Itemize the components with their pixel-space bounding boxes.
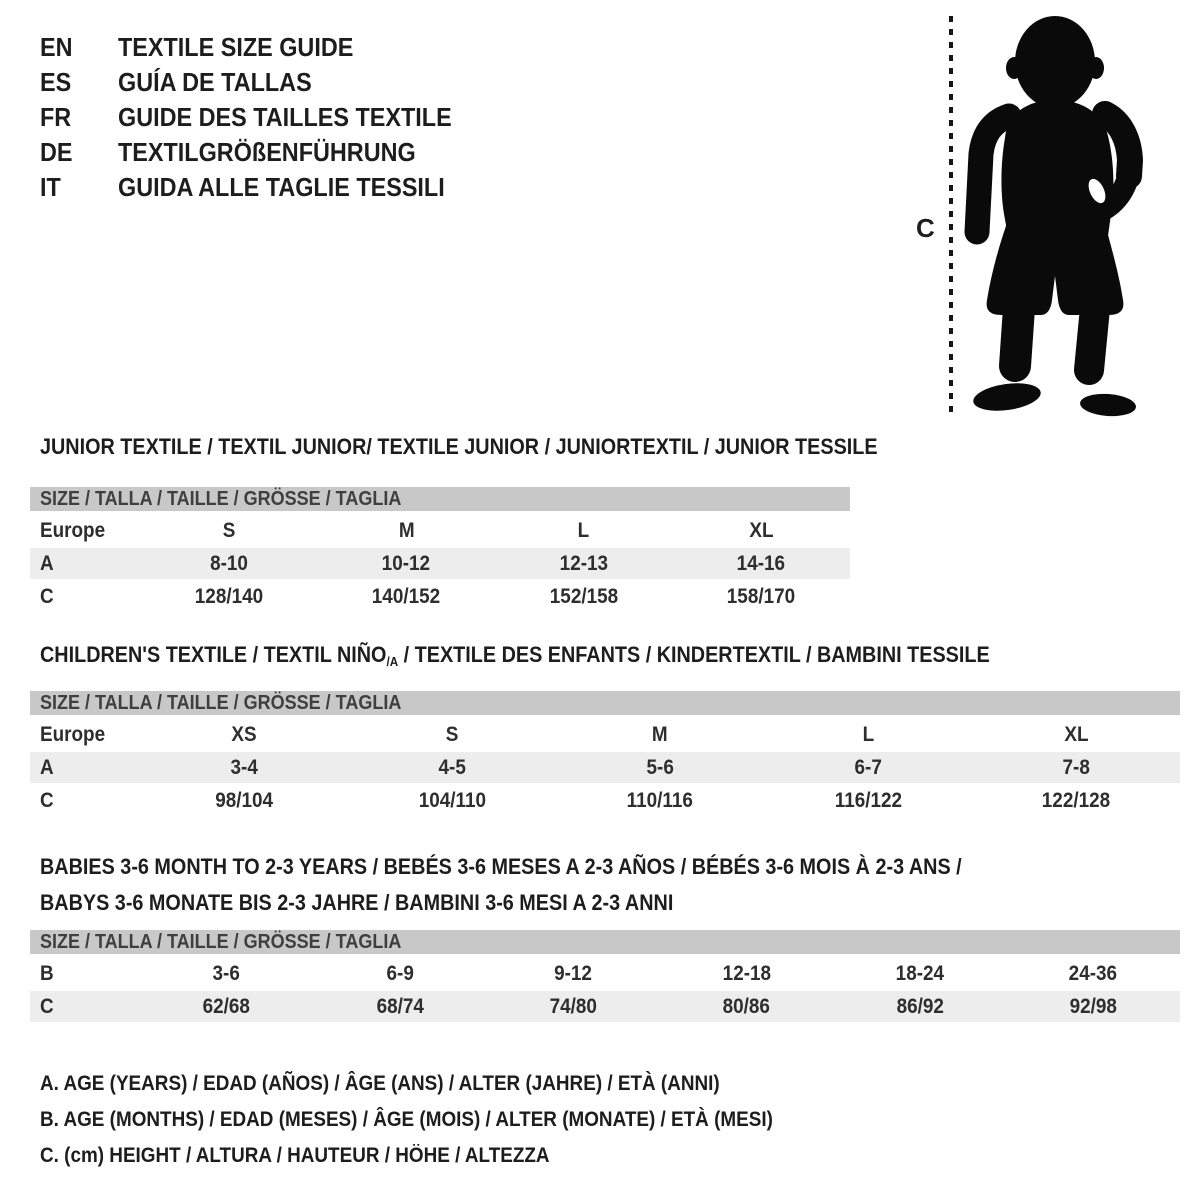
toddler-figure-shape	[972, 16, 1137, 418]
cell-text: L	[577, 518, 590, 542]
language-title	[118, 172, 481, 203]
babies-heading-line1-text: BABIES 3-6 MONTH TO 2-3 YEARS / BEBÉS 3-6 MESES A 2-3 AÑOS / BÉBÉS 3-6 MOIS À 2-3 ANS /	[40, 854, 962, 879]
table-cell	[764, 789, 972, 813]
language-code	[40, 67, 118, 98]
cell-text: 104/110	[418, 788, 486, 812]
cell-text: 18-24	[895, 961, 945, 985]
language-code	[40, 102, 118, 133]
table-row-age	[30, 548, 850, 579]
size-header-bar	[30, 930, 1180, 954]
junior-section-heading	[40, 434, 971, 460]
babies-heading-line2	[40, 885, 1064, 921]
cell-text: 98/104	[215, 788, 273, 812]
cell-text: 8-10	[209, 551, 248, 575]
language-row	[40, 65, 489, 100]
cell-text: 12-13	[559, 551, 608, 575]
language-row	[40, 135, 489, 170]
language-code-text: DE	[40, 137, 73, 167]
language-title-text: TEXTILGRÖßENFÜHRUNG	[118, 137, 416, 167]
cell-text: 92/98	[1069, 994, 1117, 1018]
language-code	[40, 32, 118, 63]
language-row	[40, 170, 489, 205]
cell-text: 122/128	[1041, 788, 1111, 812]
row-label-text: C	[40, 788, 54, 812]
language-row	[40, 100, 489, 135]
cell-text: M	[398, 518, 415, 542]
row-label	[30, 962, 140, 986]
table-cell	[972, 723, 1180, 747]
row-label	[30, 519, 140, 543]
cell-text: 158/170	[727, 584, 796, 608]
footnote-line-b	[40, 1102, 854, 1138]
table-row-months	[30, 956, 1180, 991]
table-cell	[348, 723, 556, 747]
table-cell	[673, 585, 851, 609]
children-heading-pre: CHILDREN'S TEXTILE / TEXTIL NIÑO	[40, 642, 387, 667]
table-cell	[140, 552, 318, 576]
table-cell	[764, 723, 972, 747]
table-cell	[660, 995, 833, 1019]
cell-text: 6-7	[854, 755, 882, 779]
language-title	[118, 32, 379, 63]
footnote-text: B. AGE (MONTHS) / EDAD (MESES) / ÂGE (MOIS) / ALTER (MONATE) / ETÀ (MESI)	[40, 1108, 773, 1131]
table-cell	[1007, 995, 1180, 1019]
cell-text: 4-5	[438, 755, 466, 779]
cell-text: 10-12	[382, 551, 431, 575]
row-label-text: Europe	[40, 518, 106, 542]
table-cell	[833, 995, 1006, 1019]
cell-text: 24-36	[1069, 961, 1118, 985]
language-title	[118, 137, 449, 168]
row-label	[30, 789, 140, 813]
row-label	[30, 585, 140, 609]
cell-text: 140/152	[372, 584, 441, 608]
size-header-bar	[30, 691, 1180, 715]
table-cell	[140, 995, 313, 1019]
table-cell	[318, 519, 496, 543]
table-row-europe	[30, 513, 850, 548]
cell-text: 14-16	[737, 551, 786, 575]
language-block	[40, 30, 489, 205]
children-heading-post: / TEXTILE DES ENFANTS / KINDERTEXTIL / BAMBINI TESSILE	[398, 642, 990, 667]
cell-text: 86/92	[896, 994, 944, 1018]
cell-text: 80/86	[722, 994, 771, 1018]
table-cell	[972, 789, 1180, 813]
junior-heading-text: JUNIOR TEXTILE / TEXTIL JUNIOR/ TEXTILE JUNIOR / JUNIORTEXTIL / JUNIOR TESSILE	[40, 434, 878, 459]
language-title-text: GUIDE DES TAILLES TEXTILE	[118, 102, 452, 132]
cell-text: 12-18	[722, 961, 771, 985]
size-header-text: SIZE / TALLA / TAILLE / GRÖSSE / TAGLIA	[40, 930, 402, 953]
language-code-text: IT	[40, 172, 61, 202]
cell-text: 116/122	[834, 788, 902, 812]
row-label	[30, 723, 140, 747]
table-cell	[348, 789, 556, 813]
table-cell	[318, 552, 496, 576]
language-title-text: TEXTILE SIZE GUIDE	[118, 32, 354, 62]
table-cell	[140, 723, 348, 747]
cell-text: L	[862, 722, 874, 746]
table-cell	[318, 585, 496, 609]
language-title	[118, 102, 489, 133]
children-heading-text	[40, 642, 990, 671]
table-cell	[556, 789, 764, 813]
table-cell	[556, 723, 764, 747]
table-cell	[833, 962, 1006, 986]
row-label	[30, 756, 140, 780]
table-cell	[487, 995, 660, 1019]
language-title-text: GUÍA DE TALLAS	[118, 67, 312, 97]
children-heading-sub: /A	[386, 654, 399, 669]
table-cell	[140, 585, 318, 609]
language-code-text: EN	[40, 32, 73, 62]
cell-text: 128/140	[194, 584, 263, 608]
language-code	[40, 137, 118, 168]
row-label	[30, 995, 140, 1019]
table-cell	[140, 962, 313, 986]
cell-text: M	[652, 722, 668, 746]
cell-text: 9-12	[554, 961, 593, 985]
cell-text: XS	[231, 722, 257, 746]
cell-text: 68/74	[376, 994, 424, 1018]
table-cell	[764, 756, 972, 780]
cell-text: 3-6	[213, 961, 241, 985]
babies-heading-line1	[40, 849, 1064, 885]
cell-text: S	[222, 518, 236, 542]
table-row-height	[30, 783, 1180, 818]
row-label-text: B	[40, 961, 54, 985]
row-label-text: Europe	[40, 722, 106, 746]
cell-text: XL	[1063, 722, 1089, 746]
table-cell	[1007, 962, 1180, 986]
cell-text: 110/116	[626, 788, 694, 812]
table-cell	[673, 519, 851, 543]
table-cell	[495, 519, 673, 543]
language-title	[118, 67, 333, 98]
table-cell	[140, 756, 348, 780]
toddler-silhouette-figure	[945, 8, 1145, 418]
cell-text: 62/68	[203, 994, 251, 1018]
children-section-heading	[40, 642, 1095, 671]
language-code-text: FR	[40, 102, 72, 132]
size-header-text: SIZE / TALLA / TAILLE / GRÖSSE / TAGLIA	[40, 487, 402, 510]
row-label	[30, 552, 140, 576]
footnote-line-c	[40, 1138, 854, 1174]
cell-text: 6-9	[386, 961, 414, 985]
cell-text: 5-6	[646, 755, 674, 779]
junior-size-table	[30, 487, 850, 614]
cell-text: S	[445, 722, 459, 746]
babies-size-table	[30, 930, 1180, 1022]
table-cell	[348, 756, 556, 780]
language-code	[40, 172, 118, 203]
babies-heading-line2-text: BABYS 3-6 MONATE BIS 2-3 JAHRE / BAMBINI 3-6 MESI A 2-3 ANNI	[40, 890, 674, 915]
table-row-age	[30, 752, 1180, 783]
table-cell	[140, 789, 348, 813]
table-cell	[660, 962, 833, 986]
cell-text: XL	[749, 518, 774, 542]
height-dimension-label: C	[916, 213, 935, 243]
babies-section-heading	[40, 849, 1064, 921]
cell-text: 152/158	[549, 584, 618, 608]
table-cell	[140, 519, 318, 543]
row-label-text: A	[40, 755, 54, 779]
row-label-text: A	[40, 551, 54, 575]
size-header-bar	[30, 487, 850, 511]
table-cell	[487, 962, 660, 986]
table-row-height	[30, 991, 1180, 1022]
footnote-line-a	[40, 1066, 854, 1102]
table-cell	[313, 962, 486, 986]
legend-footnotes	[40, 1066, 854, 1174]
cell-text: 7-8	[1062, 755, 1090, 779]
cell-text: 74/80	[549, 994, 597, 1018]
table-row-height	[30, 579, 850, 614]
table-row-europe	[30, 717, 1180, 752]
table-cell	[495, 585, 673, 609]
language-row	[40, 30, 489, 65]
language-code-text: ES	[40, 67, 72, 97]
footnote-text: C. (cm) HEIGHT / ALTURA / HAUTEUR / HÖHE / ALTEZZA	[40, 1144, 550, 1167]
table-cell	[313, 995, 486, 1019]
footnote-text: A. AGE (YEARS) / EDAD (AÑOS) / ÂGE (ANS) / ALTER (JAHRE) / ETÀ (ANNI)	[40, 1072, 720, 1095]
children-size-table	[30, 691, 1180, 818]
table-cell	[495, 552, 673, 576]
size-header-text: SIZE / TALLA / TAILLE / GRÖSSE / TAGLIA	[40, 691, 402, 714]
language-title-text: GUIDA ALLE TAGLIE TESSILI	[118, 172, 445, 202]
cell-text: 3-4	[230, 755, 258, 779]
table-cell	[673, 552, 851, 576]
table-cell	[556, 756, 764, 780]
table-cell	[972, 756, 1180, 780]
row-label-text: C	[40, 584, 54, 608]
row-label-text: C	[40, 994, 54, 1018]
